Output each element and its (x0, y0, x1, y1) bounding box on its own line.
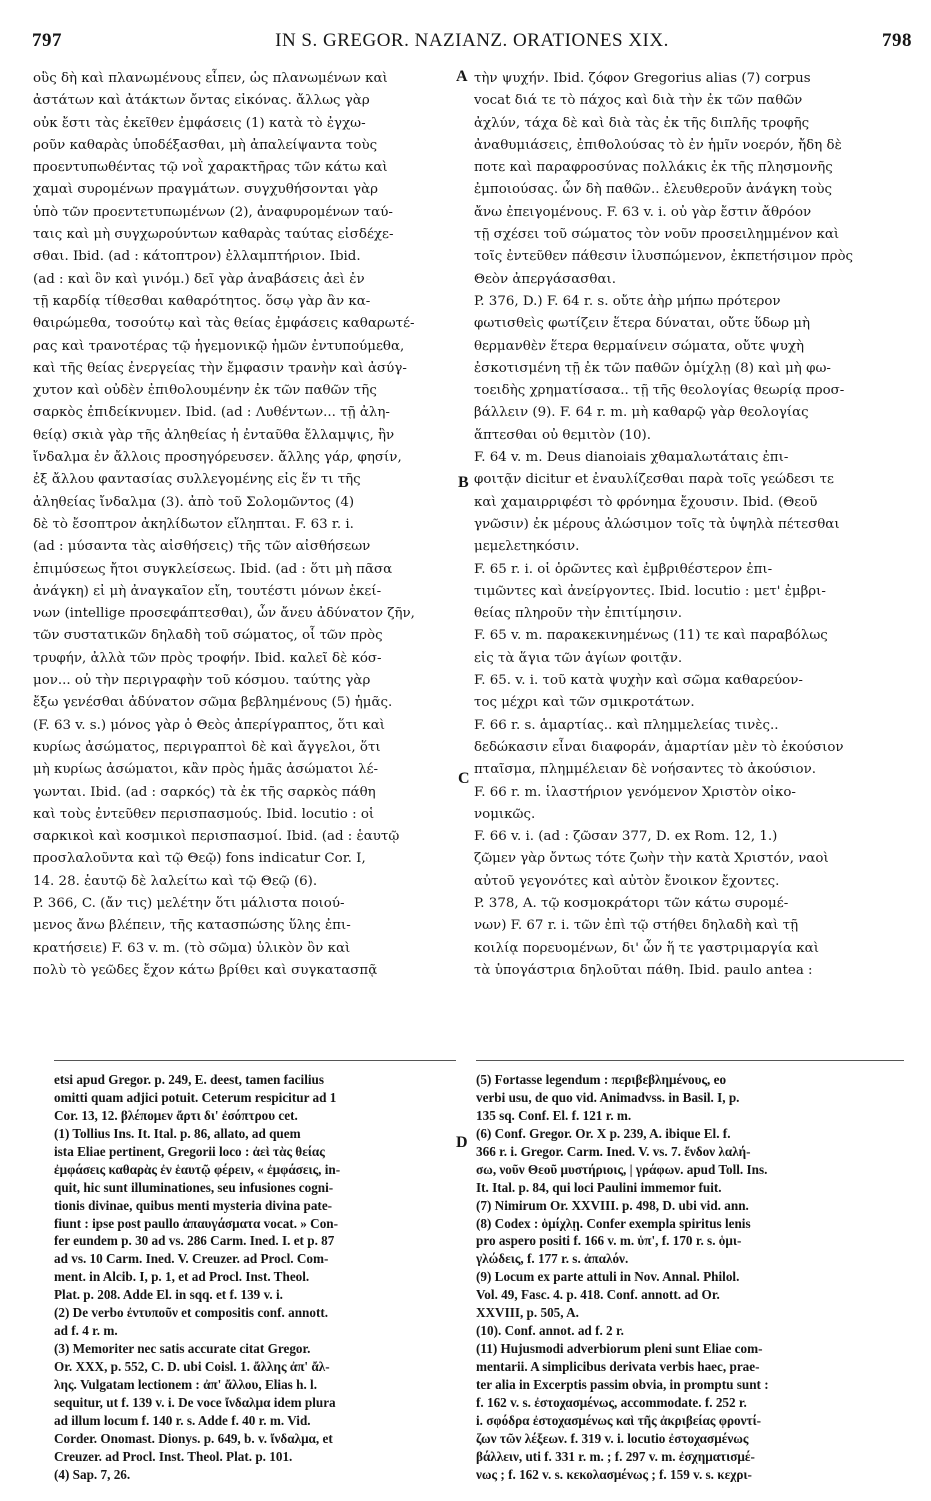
footnote-line: (5) Fortasse legendum : περιβεβλημένους, eo (476, 1072, 727, 1087)
text-line: τιμῶντες καὶ ἀνείργοντες. Ibid. locutio : μετ' ἐμβρι- (474, 583, 826, 599)
text-line: ἴνδαλμα ἐν ἄλλοις προσηγόρευσεν. ἄλλης γάρ, φησίν, (33, 450, 402, 466)
text-line: τῇ καρδίᾳ τίθεσθαι καθαρότητος. ὅσῳ γὰρ ἂν κα- (33, 293, 371, 309)
footnote-line: mentarii. A simplicibus derivata verbis haec, prae- (476, 1359, 760, 1374)
text-line: μεμελετηκόσιν. (474, 539, 580, 555)
text-line: προσλαλοῦντα καὶ τῷ Θεῷ) fons indicatur Cor. I, (33, 851, 366, 867)
text-line: τρυφήν, ἀλλὰ τῶν πρὸς τροφήν. Ibid. καλεῖ δὲ κόσ- (33, 650, 382, 666)
footnote-line: ἐμφάσεις καθαρὰς ἐν ἑαυτῷ φέρειν, « ἐμφάσεις, in- (54, 1161, 341, 1177)
footnote-line: νως ; f. 162 v. s. κεκολασμένως ; f. 159 v. s. κεχρι- (476, 1466, 752, 1482)
footnote-line: tionis divinae, quibus menti mysteria divina pate- (54, 1197, 333, 1213)
text-line: ταις καὶ μὴ συγχωρούντων καθαρὰς ταύτας εἰσδέχε- (33, 227, 394, 243)
text-line: οὐκ ἔστι τὰς ἐκεῖθεν ἐμφάσεις (1) κατὰ τὸ ἐγχω- (33, 115, 366, 131)
text-line: (ad : μύσαντα τὰς αἰσθήσεις) τῆς τῶν αἰσθήσεων (33, 539, 371, 555)
footnote-line: (1) Tollius Ins. It. Ital. p. 86, allato, ad quem (54, 1125, 301, 1141)
footnote-line: (11) Hujusmodi adverbiorum pleni sunt Eliae com- (476, 1341, 763, 1357)
text-line: χυτον καὶ οὐδὲν ἐπιθολουμένην ἐκ τῶν παθῶν τῆς (33, 383, 377, 399)
text-line: ἔξω γενέσθαι ἀδύνατον σῶμα βεβλημένους (5) ἡμᾶς. (33, 695, 393, 711)
text-line: οὓς δὴ καὶ πλανωμένους εἶπεν, ὡς πλανωμένων καὶ (33, 71, 388, 86)
section-marker-d: D (456, 1134, 468, 1151)
footnote-line: ad illum locum f. 140 r. s. Adde f. 40 r. m. Vid. (54, 1412, 311, 1428)
footnote-line: Vol. 49, Fasc. 4. p. 418. Conf. annott. ad Or. (476, 1287, 720, 1303)
text-line: κοιλίᾳ πορευομένων, δι' ὧν ἥ τε γαστριμαργία καὶ (474, 940, 819, 956)
text-line: ὑπὸ τῶν προεντετυπωμένων (2), ἀναφυρομένων ταύ- (33, 204, 393, 220)
footnotes-right-column (476, 1071, 906, 1484)
footnote-line: ter alia in Excerptis passim obvia, in promptu sunt : (476, 1376, 769, 1392)
footnote-line: ad vs. 10 Carm. Ined. V. Creuzer. ad Procl. Com- (54, 1251, 329, 1267)
footnote-line: ment. in Alcib. I, p. 1, et ad Procl. Inst. Theol. (54, 1269, 310, 1285)
footnote-line: etsi apud Gregor. p. 249, E. deest, tamen facilius (54, 1072, 324, 1087)
text-line: P. 376, D.) F. 64 r. s. οὔτε ἀὴρ μήπω πρότερον (474, 293, 781, 309)
text-line: μενος ἄνω βλέπειν, τῆς κατασπώσης ὕλης ἐπι- (33, 918, 351, 934)
footnote-line: verbi usu, de quo vid. Animadvss. in Basil. I, p. (476, 1089, 740, 1105)
text-line: P. 378, A. τῷ κοσμοκράτορι τῶν κάτω συρομέ- (474, 895, 789, 911)
footnote-line: (10). Conf. annot. ad f. 2 r. (476, 1323, 624, 1339)
text-line: τοειδὴς χρηματίσασα.. τῇ τῆς θεολογίας θεωρίᾳ προσ- (474, 383, 845, 399)
footnote-line: λης. Vulgatam lectionem : ἀπ' ἄλλου, Elias h. l. (54, 1376, 317, 1392)
text-line: ἐσκοτισμένη τῇ ἐκ τῶν παθῶν ὁμίχλῃ (8) καὶ μὴ φω- (474, 360, 831, 376)
text-line: εἰς τὰ ἅγια τῶν ἁγίων φοιτᾷν. (474, 650, 683, 666)
text-line: ποτε καὶ παραφροσύνας πολλάκις ἐκ τῆς πλησμονῆς (474, 160, 833, 176)
footnote-line: Corder. Onomast. Dionys. p. 649, b. v. ἴνδαλμα, et (54, 1430, 333, 1446)
text-line: γνῶσιν) ἐκ μέρους ἀλώσιμον τοῖς τὰ ὑψηλὰ πέτεσθαι (474, 516, 840, 532)
footnote-line: βάλλειν, uti f. 331 r. m. ; f. 297 v. m. ἐσχηματισμέ- (476, 1448, 755, 1464)
text-line: τῶν συστατικῶν δηλαδὴ τοῦ σώματος, οἷ τῶν πρὸς (33, 628, 383, 644)
text-line: σθαι. Ibid. (ad : κάτοπτρον) ἐλλαμπτήριον. Ibid. (33, 249, 361, 265)
footnote-line: fer eundem p. 30 ad vs. 286 Carm. Ined. I. et p. 87 (54, 1233, 335, 1249)
footnote-line: 366 r. i. Gregor. Carm. Ined. V. vs. 7. ἔνδον λαλή- (476, 1143, 751, 1159)
text-line: κυρίως ἀσώματος, περιγραπτοὶ δὲ καὶ ἄγγελοι, ὅτι (33, 739, 381, 755)
text-line: F. 66 r. s. ἁμαρτίας.. καὶ πλημμελείας τινὲς.. (474, 717, 779, 733)
text-line: ροῦν καθαρὰς ὑποδέξασθαι, μὴ ἀπαλείψαντα τοὺς (33, 137, 378, 153)
footnote-line: (8) Codex : ὁμίχλῃ. Confer exempla spiritus lenis (476, 1215, 751, 1231)
text-line: τος μέχρι καὶ τῶν σμικροτάτων. (474, 695, 695, 711)
text-line: τῇ σχέσει τοῦ σώματος τὸν νοῦν προσειλημμένον καὶ (474, 227, 840, 243)
text-line: καὶ τοὺς ἐντεῦθεν περισπασμούς. Ibid. locutio : οἱ (33, 806, 375, 822)
footnote-line: (9) Locum ex parte attuli in Nov. Annal. Philol. (476, 1269, 740, 1285)
text-line: φωτισθεὶς φωτίζειν ἕτερα δύναται, οὔτε ὕδωρ μὴ (474, 316, 810, 332)
footnote-line: Cor. 13, 12. βλέπομεν ἄρτι δι' ἐσόπτρου cet. (54, 1107, 298, 1123)
text-line: κρατήσειε) F. 63 v. m. (τὸ σῶμα) ὑλικὸν ὂν καὶ (33, 940, 351, 956)
text-line: F. 66 v. i. (ad : ζῶσαν 377, D. ex Rom. 12, 1.) (474, 829, 778, 845)
text-line: (ad : καὶ ὃν καὶ γινόμ.) δεῖ γὰρ ἀναβάσεις ἀεὶ ἐν (33, 271, 365, 287)
section-marker-b: B (458, 474, 469, 491)
page-header (32, 30, 912, 58)
footnote-line: ista Eliae pertinent, Gregorii loco : ἀεὶ τὰς θείας (54, 1143, 325, 1159)
footnote-line: 135 sq. Conf. El. f. 121 r. m. (476, 1107, 632, 1123)
footnote-line: (7) Nimirum Or. XXVIII. p. 498, D. ubi vid. ann. (476, 1197, 749, 1213)
footnote-line: Or. XXX, p. 552, C. D. ubi Coisl. 1. ἄλλης ἀπ' ἄλ- (54, 1359, 330, 1374)
footnote-line: σω, νοῦν Θεοῦ μυστήριοις, | γράφων. apud Toll. Ins. (476, 1161, 768, 1177)
text-line: φοιτᾷν dicitur et ἐναυλίζεσθαι παρὰ τοῖς γεώδεσι τε (474, 472, 834, 488)
text-line: ἀνάγκη) εἰ μὴ ἀναγκαῖον εἴη, τουτέστι μόνων ἐκεί- (33, 583, 382, 599)
text-line: γωνται. Ibid. (ad : σαρκός) τὰ ἐκ τῆς σαρκὸς πάθη (33, 784, 376, 800)
footnote-line: quit, hic sunt illuminationes, seu infusiones cogni- (54, 1179, 334, 1195)
footnote-divider-right (476, 1060, 904, 1061)
main-text-right-column (474, 68, 904, 982)
text-line: ἀστάτων καὶ ἀτάκτων ὄντας εἰκόνας. ἄλλως γὰρ (33, 93, 370, 109)
footnote-line: Creuzer. ad Procl. Inst. Theol. Plat. p. 101. (54, 1448, 293, 1464)
text-line: (F. 63 v. s.) μόνος γὰρ ὁ Θεὸς ἀπερίγραπτος, ὅτι καὶ (33, 717, 386, 733)
text-line: τὰ ὑπογάστρια δηλοῦται πάθη. Ibid. paulo antea : (474, 962, 813, 978)
text-line: vocat διά τε τὸ πάχος καὶ διὰ τὴν ἐκ τῶν παθῶν (474, 93, 803, 109)
text-line: προεντυπωθέντας τῷ νοῒ χαρακτῆρας τῶν κάτω καὶ (33, 160, 388, 176)
footnote-line: (6) Conf. Gregor. Or. X p. 239, A. ibique El. f. (476, 1125, 731, 1141)
text-line: 14. 28. ἑαυτῷ δὲ λαλείτω καὶ τῷ Θεῷ (6). (33, 873, 318, 889)
text-line: θείᾳ) σκιὰ γὰρ τῆς ἀληθείας ἡ ἐνταῦθα ἔλλαμψις, ἣν (33, 427, 395, 443)
text-line: ἀχλύν, τάχα δὲ καὶ διὰ τὰς ἐκ τῆς διπλῆς τροφῆς (474, 115, 810, 131)
text-line: καὶ χαμαιρριφέσι τὸ φρόνημα ἔχουσιν. Ibid. (Θεοῦ (474, 494, 818, 510)
text-line: θερμανθὲν ἕτερα θερμαίνειν σώματα, οὔτε ψυχὴ (474, 338, 805, 354)
footnote-divider-left (54, 1060, 456, 1061)
text-line: ἄνω ἐπειγομένους. F. 63 v. i. οὐ γὰρ ἔστιν ἄθρόον (474, 204, 812, 220)
footnote-line: ζων τῶν λέξεων. f. 319 v. i. locutio ἐστοχασμένως (476, 1430, 749, 1446)
text-line: τὴν ψυχήν. Ibid. ζόφον Gregorius alias (7) corpus (474, 71, 811, 86)
text-line: ζῶμεν γὰρ ὄντως τότε ζωὴν τὴν κατὰ Χριστόν, ναοὶ (474, 851, 829, 867)
text-line: χαμαὶ συρομένων πραγμάτων. συγχυθήσονται γὰρ (33, 182, 379, 198)
footnote-line: (2) De verbo ἐντυποῦν et compositis conf. annott. (54, 1305, 329, 1321)
text-line: τοῖς ἐντεῦθεν πάθεσιν ἰλυσπώμενον, ἐκπετήσιμον πρὸς (474, 249, 854, 265)
text-line: νων (intellige προσεφάπτεσθαι), ὧν ἄνευ ἀδύνατον ζῆν, (33, 606, 415, 622)
text-line: δὲ τὸ ἔσοπτρον ἀκηλίδωτον εἴληπται. F. 63 r. i. (33, 516, 354, 532)
footnote-line: (4) Sap. 7, 26. (54, 1466, 131, 1482)
text-line: θαιρώμεθα, τοσούτῳ καὶ τὰς θείας ἐμφάσεις καθαρωτέ- (33, 316, 415, 332)
footnote-line: f. 162 v. s. ἐστοχασμένως, accommodate. f. 252 r. (476, 1394, 747, 1410)
running-title: IN S. GREGOR. NAZIANZ. ORATIONES XIX. (275, 30, 669, 51)
text-line: ἐπιμύσεως ἤτοι συγκλείσεως. Ibid. (ad : ὅτι μὴ πᾶσα (33, 561, 393, 577)
footnote-line: (3) Memoriter nec satis accurate citat Gregor. (54, 1341, 311, 1357)
text-line: πταῖσμα, πλημμέλειαν δὲ νοήσαντες τὸ ἀκούσιον. (474, 762, 817, 778)
text-line: P. 366, C. (ἄν τις) μελέτην ὅτι μάλιστα ποιού- (33, 895, 345, 911)
text-line: αὐτοῦ γεγονότες καὶ αὐτὸν ἔνοικον ἔχοντες. (474, 873, 780, 889)
section-marker-c: C (458, 770, 470, 787)
text-line: σαρκικοὶ καὶ κοσμικοὶ περισπασμοί. Ibid. (ad : ἑαυτῷ (33, 829, 400, 845)
text-line: πολὺ τὸ γεῶδες ἔχον κάτω βρίθει καὶ συγκατασπᾷ (33, 962, 378, 978)
text-line: ἀναθυμιάσεις, ἐπιθολούσας τὸ ἐν ἡμῖν νοερόν, ἤδη δὲ (474, 137, 842, 153)
text-line: F. 65 v. m. παρακεκινημένως (11) τε καὶ παραβόλως (474, 628, 828, 644)
text-line: καὶ τῆς θείας ἐνεργείας τὴν ἔμφασιν τρανὴν καὶ ἀσύγ- (33, 360, 407, 376)
text-line: μον... οὐ τὴν περιγραφὴν τοῦ κόσμου. ταύτης γὰρ (33, 673, 371, 689)
text-line: ἅπτεσθαι οὐ θεμιτὸν (10). (474, 427, 651, 443)
footnote-line: fiunt : ipse post paullo ἀπαυγάσματα vocat. » Con- (54, 1215, 339, 1231)
footnote-line: XXVIII, p. 505, A. (476, 1305, 579, 1321)
text-line: Θεὸν ἀπεργάσασθαι. (474, 271, 617, 287)
text-line: νομικῶς. (474, 806, 536, 822)
text-line: θείας πληροῦν τὴν ἐπιτίμησιν. (474, 606, 683, 622)
text-line: νων) F. 67 r. i. τῶν ἐπὶ τῷ στήθει δηλαδὴ καὶ τῇ (474, 918, 799, 934)
footnote-line: γλώδεις, f. 177 r. s. ἀπαλόν. (476, 1251, 629, 1267)
footnote-line: sequitur, ut f. 139 v. i. De voce ἴνδαλμα idem plura (54, 1394, 336, 1410)
footnotes-left-column (54, 1071, 456, 1484)
text-line: F. 65 r. i. οἱ ὁρῶντες καὶ ἐμβριθέστερον ἐπι- (474, 561, 773, 577)
text-line: F. 65. v. i. τοῦ κατὰ ψυχὴν καὶ σῶμα καθαρεύον- (474, 673, 803, 689)
text-line: βάλλειν (9). F. 64 r. m. μὴ καθαρῷ γὰρ θεολογίας (474, 405, 809, 421)
footnote-line: omitti quam adjici potuit. Ceterum respicitur ad 1 (54, 1089, 337, 1105)
page-number-left: 797 (32, 30, 62, 51)
page-number-right: 798 (882, 30, 912, 51)
text-line: ἀληθείας ἴνδαλμα (3). ἀπὸ τοῦ Σολομῶντος (4) (33, 494, 355, 510)
main-text-left-column (33, 68, 453, 982)
text-line: μὴ κυρίως ἀσώματοι, κἂν πρὸς ἡμᾶς ἀσώματοι λέ- (33, 762, 378, 778)
text-line: ρας καὶ τρανοτέρας τῷ ἡγεμονικῷ ἡμῶν ἐντυπούμεθα, (33, 338, 405, 354)
section-marker-a: A (456, 68, 468, 85)
footnote-line: It. Ital. p. 84, qui loci Paulini immemor fuit. (476, 1179, 722, 1195)
text-line: ἐξ ἄλλου φαντασίας συλλεγομένης εἰς ἕν τι τῆς (33, 472, 361, 488)
text-line: F. 66 r. m. ἱλαστήριον γενόμενον Χριστὸν οἰκο- (474, 784, 796, 800)
text-line: ἐμποιούσας. ὧν δὴ παθῶν.. ἐλευθεροῦν ἀνάγκη τοὺς (474, 182, 832, 198)
text-line: F. 64 v. m. Deus dianoiais χθαμαλωτάταις ἐπι- (474, 450, 789, 466)
footnote-line: i. σφόδρα ἐστοχασμένως καὶ τῆς ἀκριβείας φροντί- (476, 1412, 762, 1428)
text-line: σαρκὸς ἐπιδείκνυμεν. Ibid. (ad : Λυθέντων... τῇ ἀλη- (33, 405, 390, 421)
footnote-line: ad f. 4 r. m. (54, 1323, 118, 1339)
footnote-line: pro aspero positi f. 166 v. m. ὑπ', f. 170 r. s. ὁμι- (476, 1233, 742, 1249)
text-line: δεδώκασιν εἶναι διαφοράν, ἁμαρτίαν μὲν τὸ ἑκούσιον (474, 739, 844, 755)
footnote-line: Plat. p. 208. Adde El. in sqq. et f. 139 v. i. (54, 1287, 283, 1303)
